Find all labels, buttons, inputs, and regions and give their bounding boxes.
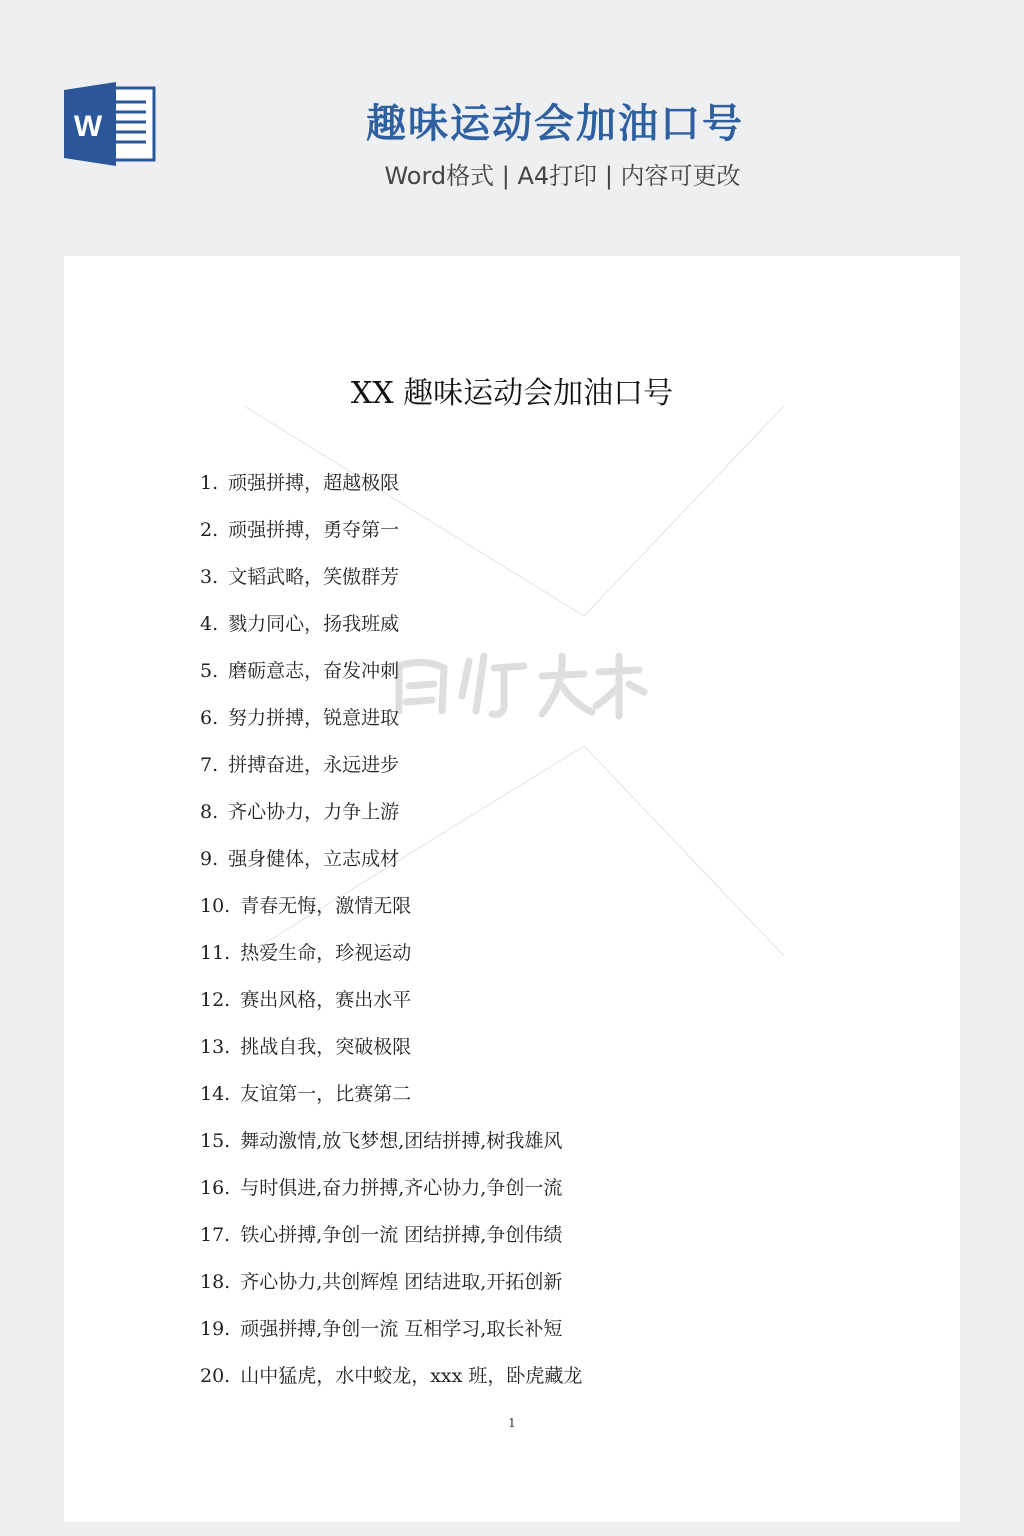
slogan-item (200, 703, 582, 750)
slogan-item (200, 985, 582, 1032)
slogan-text: 青春无悔，激情无限 (240, 895, 412, 917)
slogan-number: 2. (200, 519, 219, 541)
slogan-text: 热爱生命，珍视运动 (240, 942, 412, 964)
slogan-item (200, 656, 582, 703)
slogan-text: 与时俱进,奋力拼搏,齐心协力,争创一流 (240, 1177, 563, 1199)
slogan-item (200, 938, 582, 985)
slogan-item (200, 515, 582, 562)
slogan-text: 齐心协力,共创辉煌 团结进取,开拓创新 (240, 1271, 563, 1293)
slogan-number: 3. (200, 566, 219, 588)
slogan-item (200, 609, 582, 656)
svg-text:W: W (73, 110, 103, 143)
slogan-text: 文韬武略，笑傲群芳 (228, 566, 400, 588)
slogan-text: 挑战自我，突破极限 (240, 1036, 412, 1058)
slogan-number: 18. (200, 1271, 231, 1293)
slogan-number: 16. (200, 1177, 231, 1199)
slogan-text: 努力拼搏，锐意进取 (228, 707, 400, 729)
slogan-item (200, 844, 582, 891)
slogan-item (200, 1220, 582, 1267)
slogan-number: 10. (200, 895, 231, 917)
slogan-text: 友谊第一，比赛第二 (240, 1083, 412, 1105)
slogan-item (200, 750, 582, 797)
page-subtitle: Word格式 | A4打印 | 内容可更改 (384, 162, 741, 190)
slogan-number: 6. (200, 707, 219, 729)
slogan-number: 1. (200, 472, 219, 494)
header (0, 0, 1024, 256)
slogan-text: 铁心拼搏,争创一流 团结拼搏,争创伟绩 (240, 1224, 563, 1246)
slogan-item (200, 1173, 582, 1220)
document-page (64, 256, 960, 1522)
page-number: 1 (508, 1416, 516, 1430)
slogan-text: 拼搏奋进，永远进步 (228, 754, 400, 776)
slogan-number: 13. (200, 1036, 231, 1058)
slogan-item (200, 797, 582, 844)
slogan-text: 戮力同心，扬我班威 (228, 613, 400, 635)
slogan-number: 7. (200, 754, 219, 776)
slogan-text: 顽强拼搏，勇夺第一 (228, 519, 400, 541)
slogan-number: 9. (200, 848, 219, 870)
slogan-item (200, 1267, 582, 1314)
slogan-item (200, 1126, 582, 1173)
slogan-text: 顽强拼搏，超越极限 (228, 472, 400, 494)
slogan-number: 19. (200, 1318, 231, 1340)
slogan-item (200, 468, 582, 515)
slogan-item (200, 1032, 582, 1079)
slogan-text: 山中猛虎，水中蛟龙，xxx 班，卧虎藏龙 (240, 1365, 583, 1387)
slogan-number: 14. (200, 1083, 231, 1105)
slogan-item (200, 1314, 582, 1361)
page-title: 趣味运动会加油口号 (366, 101, 744, 147)
slogan-item (200, 562, 582, 609)
slogan-number: 5. (200, 660, 219, 682)
slogan-number: 17. (200, 1224, 231, 1246)
slogan-number: 8. (200, 801, 219, 823)
slogan-number: 20. (200, 1365, 231, 1387)
slogan-item (200, 1079, 582, 1126)
slogan-number: 4. (200, 613, 219, 635)
slogan-text: 顽强拼搏,争创一流 互相学习,取长补短 (240, 1318, 563, 1340)
slogan-text: 舞动激情,放飞梦想,团结拼搏,树我雄风 (240, 1130, 563, 1152)
slogan-item (200, 1361, 582, 1408)
slogan-number: 11. (200, 942, 231, 964)
slogan-text: 磨砺意志，奋发冲刺 (228, 660, 400, 682)
slogan-item (200, 891, 582, 938)
word-document-icon (64, 82, 156, 166)
slogan-text: 强身健体，立志成材 (228, 848, 400, 870)
document-title: XX 趣味运动会加油口号 (350, 376, 674, 411)
slogan-number: 15. (200, 1130, 231, 1152)
slogan-text: 赛出风格，赛出水平 (240, 989, 412, 1011)
slogan-text: 齐心协力，力争上游 (228, 801, 400, 823)
slogan-list (200, 468, 582, 1408)
slogan-number: 12. (200, 989, 231, 1011)
